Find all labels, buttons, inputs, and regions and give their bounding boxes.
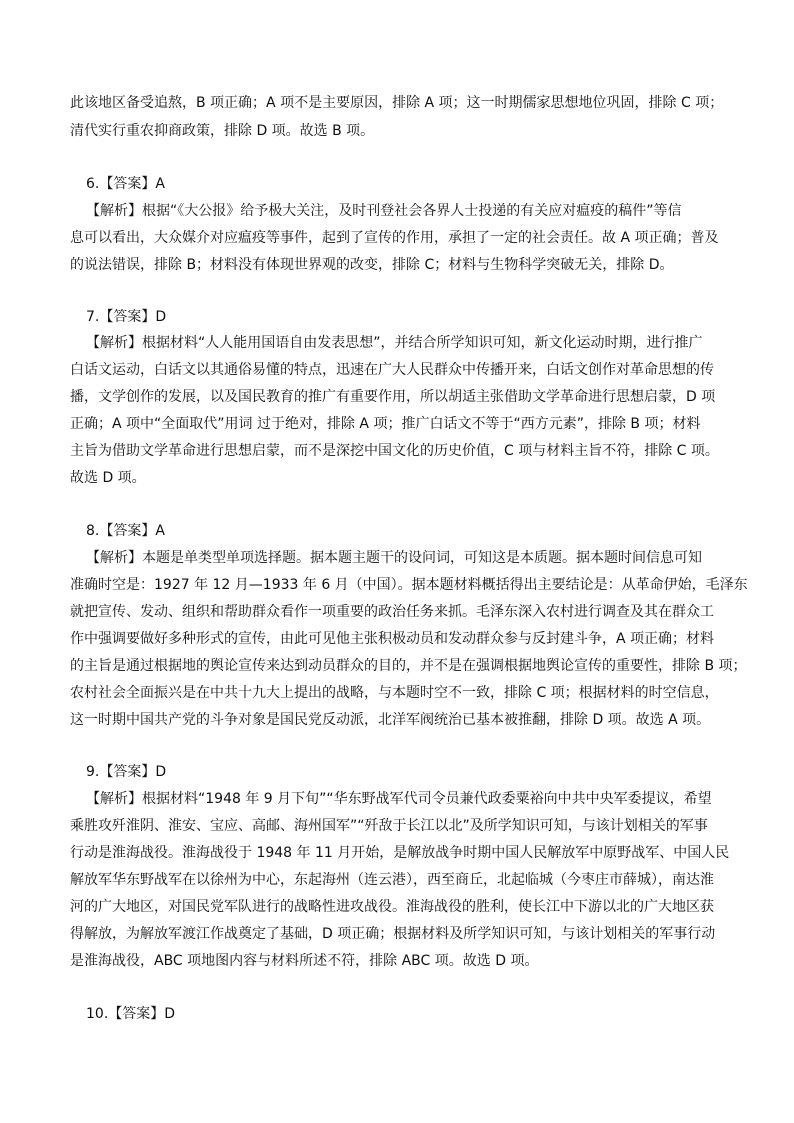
analysis-line: 乘胜攻歼淮阴、淮安、宝应、高邮、海州国军”“歼敌于长江以北”及所学知识可知，与该计划相关的军事	[70, 818, 708, 834]
analysis-line: 【解析】根据材料“1948 年 9 月下旬”“华东野战军代司令员兼代政委粟裕向中共中央军委提议，希望	[86, 791, 712, 807]
analysis-line: 农村社会全面振兴是在中共十九大上提出的战略，与本题时空不一致，排除 C 项；根据材料的时空信息，	[70, 685, 719, 701]
text-line: 此该地区备受追熬，B 项正确；A 项不是主要原因，排除 A 项；这一时期儒家思想地位巩固，排除 C 项；	[70, 95, 724, 111]
analysis-line: 息可以看出，大众媒介对应瘟疫等事件，起到了宣传的作用，承担了一定的社会责任。故 A 项正确；普及	[70, 230, 719, 246]
analysis-line: 【解析】根据材料“人人能用国语自由发表思想”，并结合所学知识可知，新文化运动时期，进行推广	[86, 335, 703, 351]
analysis-line: 就把宣传、发动、组织和帮助群众看作一项重要的政治任务来抓。毛泽东深入农村进行调查及其在群众工	[70, 604, 714, 620]
analysis-line: 作中强调要做好多种形式的宣传，由此可见他主张积极动员和发动群众参与反封建斗争，A 项正确；材料	[70, 631, 715, 647]
answer-heading: 6.【答案】A	[86, 176, 165, 192]
analysis-line: 解放军华东野战军在以徐州为中心，东起海州（连云港），西至商丘，北起临城（今枣庄市薛城），南达淮	[70, 872, 714, 888]
analysis-line: 的说法错误，排除 B；材料没有体现世界观的改变，排除 C；材料与生物科学突破无关，排除 D。	[70, 257, 674, 273]
text-line: 清代实行重农抑商政策，排除 D 项。故选 B 项。	[70, 123, 375, 139]
analysis-line: 河的广大地区，对国民党军队进行的战略性进攻战役。淮海战役的胜利，使长江中下游以北的广大地区获	[70, 899, 714, 915]
analysis-line: 主旨为借助文学革命进行思想启蒙，而不是深挖中国文化的历史价值，C 项与材料主旨不符，排除 C 项。	[70, 443, 719, 459]
analysis-line: 【解析】根据“《大公报》给予极大关注，及时刊登社会各界人士投递的有关应对瘟疫的稿件”等信	[86, 203, 682, 219]
answer-heading: 7.【答案】D	[86, 309, 167, 325]
analysis-line: 故选 D 项。	[70, 470, 146, 486]
analysis-line: 这一时期中国共产党的斗争对象是国民党反动派，北洋军阀统治已基本被推翻，排除 D 项。故选 A 项。	[70, 712, 711, 728]
analysis-line: 【解析】本题是单类型单项选择题。据本题主题干的设问词，可知这是本质题。据本题时间信息可知	[86, 550, 702, 566]
analysis-line: 播，文学创作的发展，以及国民教育的推广有重要作用，所以胡适主张借助文学革命进行思想启蒙，D 项	[70, 389, 716, 405]
answer-heading: 9.【答案】D	[86, 764, 167, 780]
answer-heading: 8.【答案】A	[86, 523, 165, 539]
analysis-line: 行动是淮海战役。淮海战役于 1948 年 11 月开始，是解放战争时期中国人民解放军中原野战军、中国人民	[70, 845, 730, 861]
answer-heading: 10.【答案】D	[86, 1006, 176, 1022]
analysis-line: 得解放，为解放军渡江作战奠定了基础，D 项正确；根据材料及所学知识可知，与该计划相关的军事行动	[70, 926, 716, 942]
analysis-line: 正确；A 项中“全面取代”用词 过于绝对，排除 A 项；推广白话文不等于“西方元素”，排除 B 项；材料	[70, 416, 701, 432]
analysis-line: 准确时空是：1927 年 12 月—1933 年 6 月（中国）。据本题材料概括得出主要结论是：从革命伊始，毛泽东	[70, 577, 748, 593]
analysis-line: 白话文运动，白话文以其通俗易懂的特点，迅速在广大人民群众中传播开来，白话文创作对革命思想的传	[70, 362, 714, 378]
analysis-line: 的主旨是通过根据地的舆论宣传来达到动员群众的目的，并不是在强调根据地舆论宣传的重要性，排除 B 项；	[70, 658, 747, 674]
analysis-line: 是淮海战役，ABC 项地图内容与材料所述不符，排除 ABC 项。故选 D 项。	[70, 953, 539, 969]
